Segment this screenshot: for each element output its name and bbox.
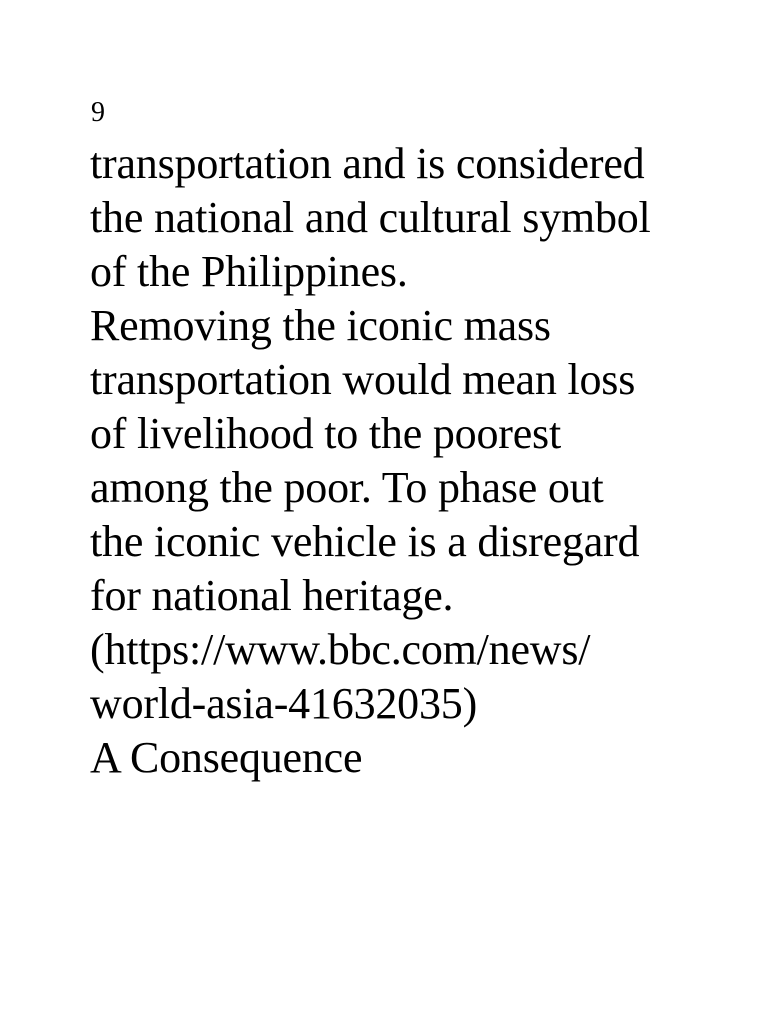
text-line: transportation and is considered xyxy=(90,139,645,188)
text-line: of livelihood to the poorest xyxy=(90,409,561,458)
text-line: the national and cultural symbol xyxy=(90,193,651,242)
text-line: transportation would mean loss xyxy=(90,355,636,404)
text-line: Removing the iconic mass xyxy=(90,301,551,350)
page-number: 9 xyxy=(91,97,105,128)
section-heading: A Consequence xyxy=(90,733,363,782)
text-line: among the poor. To phase out xyxy=(90,463,604,512)
text-line: for national heritage. xyxy=(90,571,454,620)
citation-url-line: world-asia-41632035) xyxy=(90,679,478,728)
text-line: the iconic vehicle is a disregard xyxy=(90,517,640,566)
text-line: of the Philippines. xyxy=(90,247,408,296)
citation-url-line: (https://www.bbc.com/news/ xyxy=(90,625,591,674)
body-text xyxy=(90,137,651,785)
